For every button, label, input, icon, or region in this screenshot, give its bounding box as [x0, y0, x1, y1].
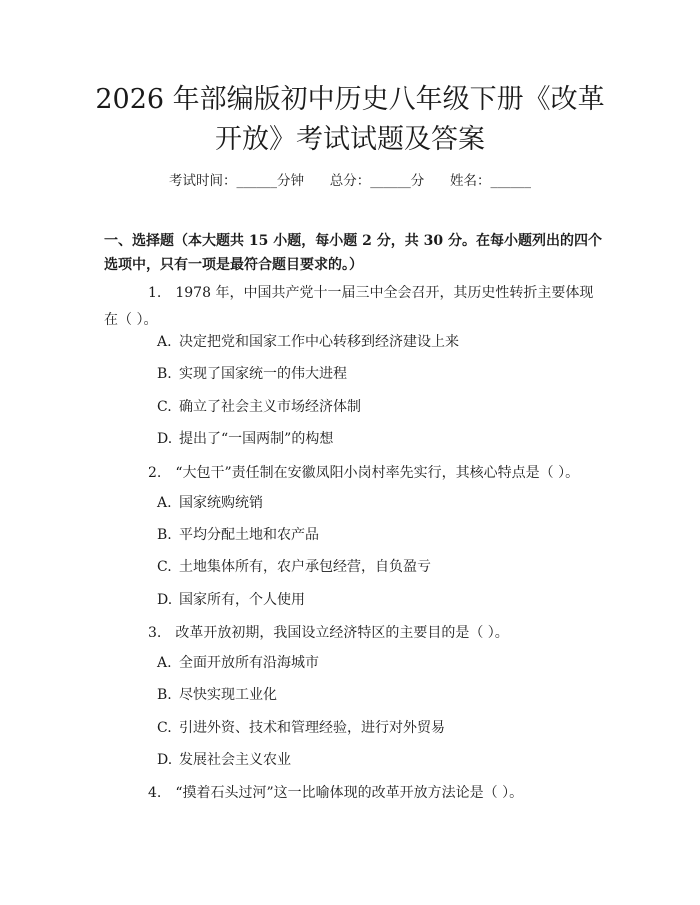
option-letter: B.	[157, 527, 172, 543]
option-letter: A.	[157, 495, 172, 511]
option-letter: B.	[157, 687, 172, 703]
option-text: 确立了社会主义市场经济体制	[179, 399, 361, 415]
question-text: “大包干”责任制在安徽凤阳小岗村率先实行，其核心特点是（ ）。	[175, 465, 580, 481]
option-letter: C.	[157, 559, 172, 575]
option-1a	[157, 332, 597, 352]
option-3a	[157, 653, 597, 673]
option-1d	[157, 429, 597, 449]
option-letter: A.	[157, 334, 172, 350]
option-text: 引进外资、技术和管理经验，进行对外贸易	[179, 720, 445, 736]
option-2c	[157, 557, 597, 577]
option-text: 国家统购统销	[179, 495, 263, 511]
option-letter: C.	[157, 399, 172, 415]
option-letter: D.	[157, 592, 173, 608]
document-title: 2026 年部编版初中历史八年级下册《改革开放》考试试题及答案	[95, 84, 605, 155]
option-text: 国家所有，个人使用	[179, 592, 305, 608]
option-text: 全面开放所有沿海城市	[179, 655, 319, 671]
option-letter: C.	[157, 720, 172, 736]
question-number: 1.	[148, 285, 162, 301]
question-1	[104, 280, 604, 334]
option-2d	[157, 590, 597, 610]
option-text: 平均分配土地和农产品	[179, 527, 319, 543]
option-3d	[157, 750, 597, 770]
option-text: 土地集体所有，农户承包经营，自负盈亏	[179, 559, 431, 575]
option-3c	[157, 718, 597, 738]
question-number: 4.	[148, 785, 162, 801]
question-text: “摸着石头过河”这一比喻体现的改革开放方法论是（ ）。	[175, 785, 524, 801]
option-1b	[157, 364, 597, 384]
question-number: 3.	[148, 625, 162, 641]
option-text: 发展社会主义农业	[179, 752, 291, 768]
question-3	[104, 620, 604, 647]
question-number: 2.	[148, 465, 162, 481]
option-2b	[157, 525, 597, 545]
question-4	[104, 780, 604, 807]
section-heading: 一、选择题（本大题共 15 小题，每小题 2 分，共 30 分。在每小题列出的四个选项中，只有一项是最符合题目要求的。）	[104, 233, 602, 273]
option-letter: D.	[157, 752, 173, 768]
question-text: 改革开放初期，我国设立经济特区的主要目的是（ ）。	[175, 625, 509, 641]
option-text: 决定把党和国家工作中心转移到经济建设上来	[179, 334, 459, 350]
option-3b	[157, 685, 597, 705]
exam-info-line: 考试时间：______分钟 总分：______分 姓名：______	[169, 173, 531, 189]
question-text: 1978 年，中国共产党十一届三中全会召开，其历史性转折主要体现在（ ）。	[104, 285, 594, 328]
option-text: 实现了国家统一的伟大进程	[179, 366, 347, 382]
option-text: 尽快实现工业化	[179, 687, 277, 703]
option-letter: B.	[157, 366, 172, 382]
option-letter: A.	[157, 655, 172, 671]
option-text: 提出了“一国两制”的构想	[179, 431, 334, 447]
question-2	[104, 460, 604, 487]
option-2a	[157, 493, 597, 513]
option-letter: D.	[157, 431, 173, 447]
option-1c	[157, 397, 597, 417]
